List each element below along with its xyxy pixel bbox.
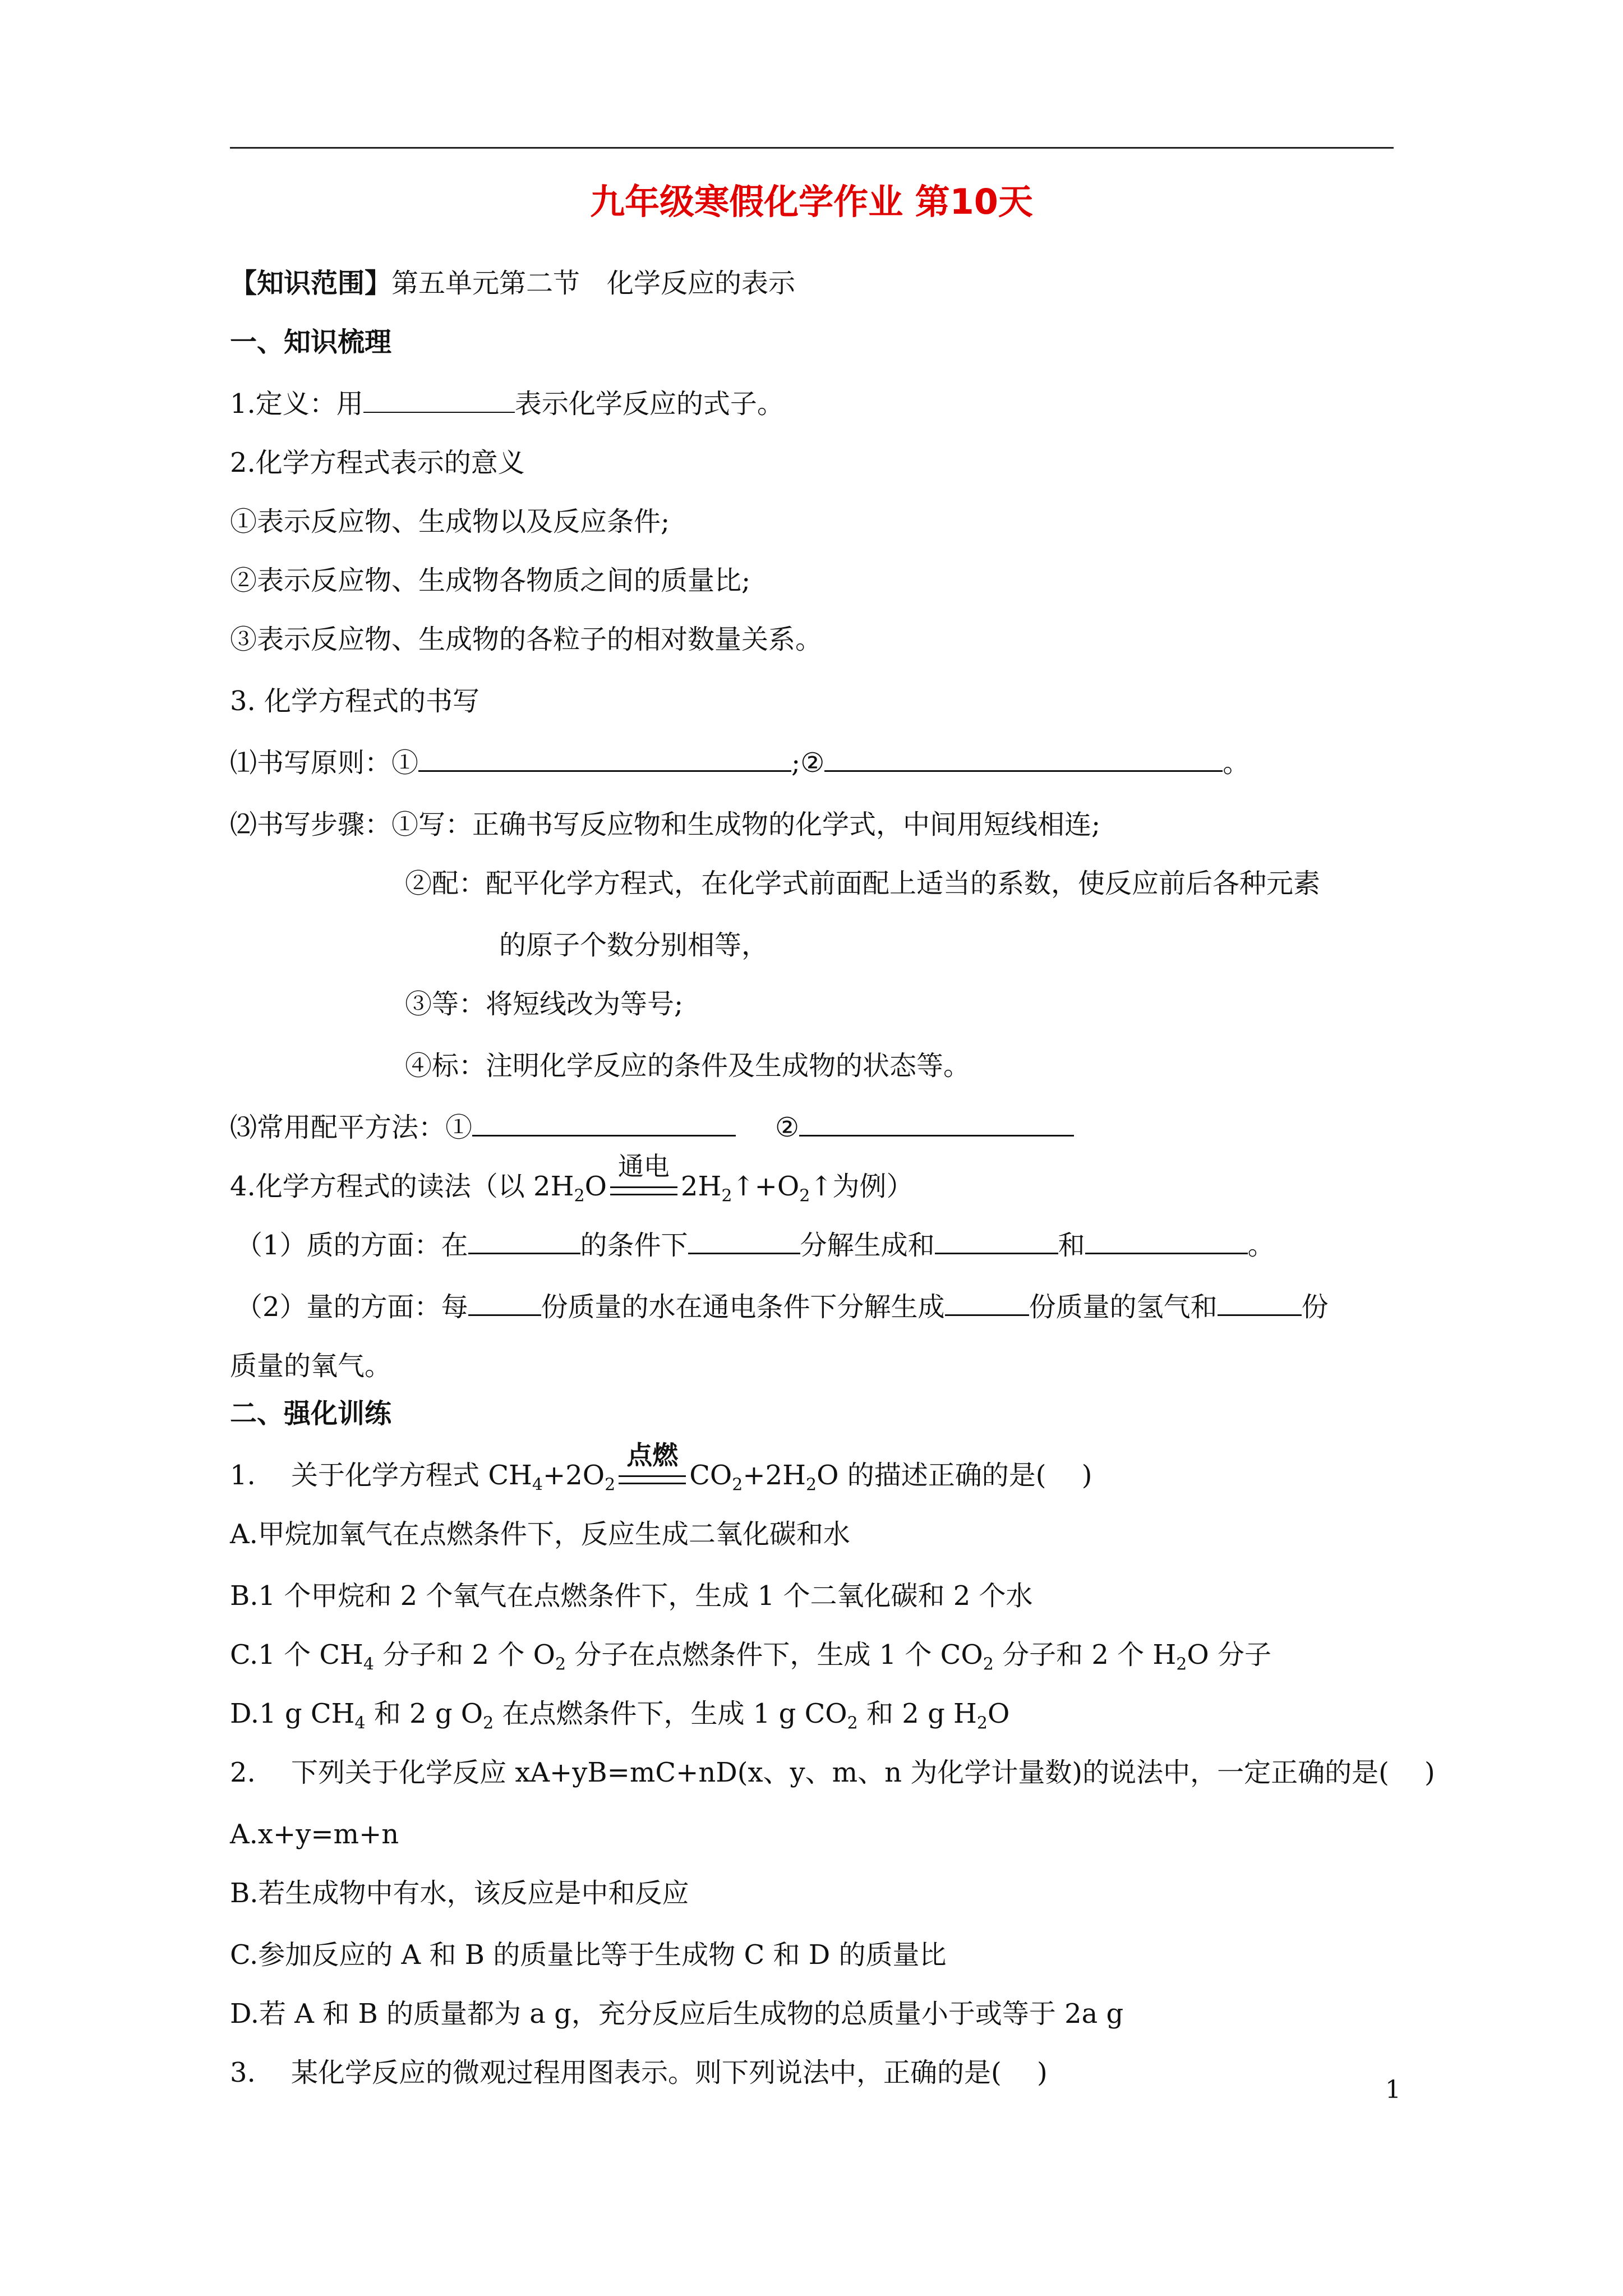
answer-blank[interactable] — [688, 1230, 800, 1254]
question-2-option-d[interactable]: D.若 A 和 B 的质量都为 a g，充分反应后生成物的总质量小于或等于 2a g — [230, 1998, 1124, 2030]
meaning-heading: 2.化学方程式表示的意义 — [230, 447, 525, 478]
scope-text: 第五单元第二节 化学反应的表示 — [391, 268, 796, 299]
meaning-item: ②表示反应物、生成物各物质之间的质量比; — [230, 565, 751, 596]
writing-step-line: ③等：将短线改为等号; — [405, 988, 684, 1020]
equals-sign — [610, 1186, 677, 1195]
answer-blank[interactable] — [935, 1230, 1058, 1254]
answer-blank[interactable] — [824, 748, 1223, 772]
scope-label: 【知识范围】 — [230, 268, 392, 299]
answer-blank[interactable] — [799, 1112, 1074, 1137]
question-2-option-c[interactable]: C.参加反应的 A 和 B 的质量比等于生成物 C 和 D 的质量比 — [230, 1939, 947, 1971]
answer-blank[interactable] — [418, 748, 791, 772]
meaning-item: ①表示反应物、生成物以及反应条件; — [230, 506, 670, 537]
question-3-stem: 3. 某化学反应的微观过程用图表示。则下列说法中，正确的是( ) — [230, 2057, 1048, 2088]
reading-quality-line: （1）质的方面：在 的条件下 分解生成和 和 。 — [236, 1230, 1275, 1261]
writing-step-line: ⑵书写步骤：①写：正确书写反应物和生成物的化学式，中间用短线相连; — [230, 809, 1101, 840]
page-number: 1 — [1385, 2076, 1401, 2104]
reaction-condition: 点燃 — [619, 1467, 686, 1484]
writing-step-line: ④标：注明化学反应的条件及生成物的状态等。 — [405, 1050, 971, 1082]
question-1-stem: 1. 关于化学方程式 $CH_4+2O_2$ 点燃 $CO_2+2H_2O$ 的描述正确的是( ) — [230, 1440, 1092, 1495]
writing-principle-line: ⑴书写原则：① ;② 。 — [230, 747, 1250, 779]
section-heading-2: 二、强化训练 — [230, 1398, 392, 1429]
answer-blank[interactable] — [1218, 1292, 1302, 1316]
question-1-option-b[interactable]: B.1 个甲烷和 2 个氧气在点燃条件下，生成 1 个二氧化碳和 2 个水 — [230, 1580, 1033, 1612]
balance-method-line: ⑶常用配平方法：① ② — [230, 1111, 1074, 1144]
page-title: 九年级寒假化学作业 第10天 — [590, 181, 1033, 222]
section-heading-1: 一、知识梳理 — [230, 326, 392, 358]
writing-step-continuation: 的原子个数分别相等， — [499, 930, 769, 961]
question-1-option-a[interactable]: A.甲烷加氧气在点燃条件下，反应生成二氧化碳和水 — [230, 1519, 850, 1550]
header-rule — [230, 147, 1394, 149]
equals-sign — [619, 1475, 686, 1484]
question-2-option-a[interactable]: A.x+y=m+n — [230, 1819, 399, 1850]
question-2-option-b[interactable]: B.若生成物中有水，该反应是中和反应 — [230, 1878, 689, 1909]
answer-blank[interactable] — [468, 1230, 580, 1254]
answer-blank[interactable] — [945, 1292, 1029, 1316]
writing-heading: 3. 化学方程式的书写 — [230, 685, 480, 717]
answer-blank[interactable] — [472, 1112, 736, 1137]
knowledge-scope — [230, 266, 795, 300]
writing-step-line: ②配：配平化学方程式，在化学式前面配上适当的系数，使反应前后各种元素 — [405, 868, 1321, 899]
question-1-option-d[interactable]: D.1 g $CH_4$ 和 2 g $O_2$ 在点燃条件下，生成 1 g $CO_2$ 和 2 g $H_2O$ — [230, 1698, 1010, 1733]
reading-heading-line: 4.化学方程式的读法（以 $2H_2O$ 通电 $2H_2↑+O_2↑$为例） — [230, 1151, 914, 1206]
answer-blank[interactable] — [1085, 1230, 1248, 1254]
question-2-stem: 2. 下列关于化学反应 xA+yB=mC+nD(x、y、m、n 为化学计量数)的说法中，一定正确的是( ) — [230, 1757, 1435, 1788]
reading-quantity-continuation: 质量的氧气。 — [230, 1350, 392, 1382]
answer-blank[interactable] — [363, 389, 515, 413]
reaction-condition: 通电 — [610, 1179, 677, 1195]
reading-quantity-line: （2）量的方面：每 份质量的水在通电条件下分解生成 份质量的氢气和 份 — [236, 1291, 1329, 1323]
definition-line: 1.定义：用 表示化学反应的式子。 — [230, 388, 784, 420]
question-1-option-c[interactable]: C.1 个 $CH_4$ 分子和 2 个 $O_2$ 分子在点燃条件下，生成 1 个 $CO_2$ 分子和 2 个 $H_2O$ 分子 — [230, 1639, 1271, 1674]
answer-blank[interactable] — [468, 1292, 541, 1316]
meaning-item: ③表示反应物、生成物的各粒子的相对数量关系。 — [230, 624, 823, 655]
